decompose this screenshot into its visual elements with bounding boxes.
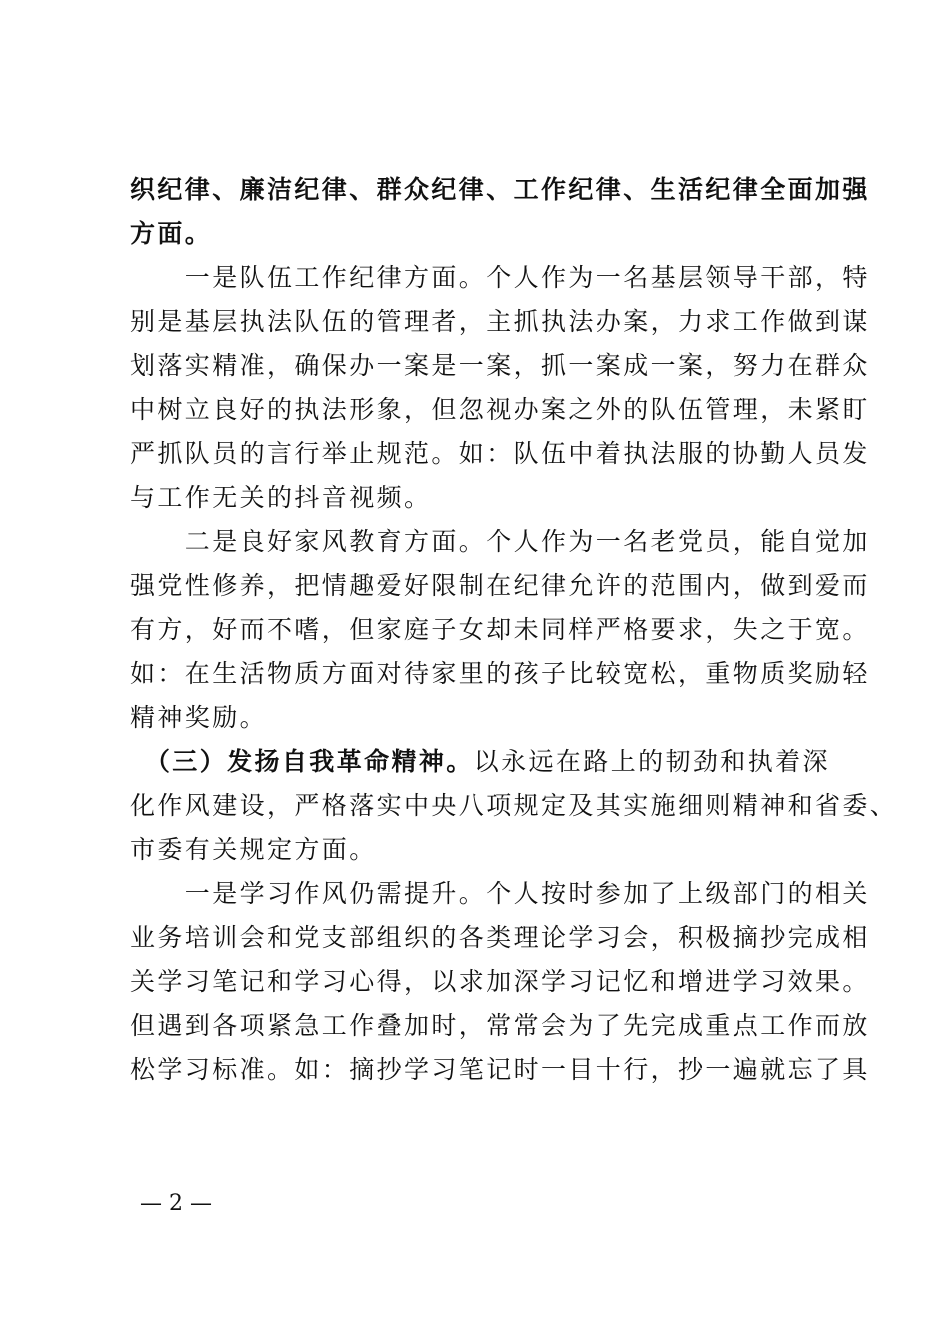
text-line: [130, 571, 870, 601]
text-segment: 别是基层执法队伍的管理者，主抓执法办案，力求工作做到谋: [130, 307, 870, 336]
bold-text-segment: 织纪律、廉洁纪律、群众纪律、工作纪律、生活纪律全面加强: [130, 175, 870, 204]
text-line: [130, 835, 820, 865]
text-segment: 关学习笔记和学习心得，以求加深学习记忆和增进学习效果。: [130, 967, 870, 996]
text-line: [130, 175, 870, 205]
text-line: [130, 1055, 870, 1085]
text-segment: 二是良好家风教育方面。个人作为一名老党员，能自觉加: [130, 527, 870, 556]
text-line: [130, 483, 820, 513]
text-line: [130, 219, 820, 249]
text-segment: 精神奖励。: [130, 703, 268, 732]
text-line: [130, 351, 870, 381]
text-segment: 划落实精准，确保办一案是一案，抓一案成一案，努力在群众: [130, 351, 870, 380]
text-segment: 松学习标准。如：摘抄学习笔记时一目十行，抄一遍就忘了具: [130, 1055, 870, 1084]
text-line: [130, 747, 830, 777]
text-line: [130, 439, 870, 469]
text-line: [130, 527, 870, 557]
text-segment: 中树立良好的执法形象，但忽视办案之外的队伍管理，未紧盯: [130, 395, 870, 424]
text-line: [130, 263, 870, 293]
text-line: [130, 703, 820, 733]
text-segment: 一是学习作风仍需提升。个人按时参加了上级部门的相关: [130, 879, 870, 908]
text-segment: 如：在生活物质方面对待家里的孩子比较宽松，重物质奖励轻: [130, 659, 870, 688]
text-segment: 以永远在路上的韧劲和执着深: [473, 747, 830, 776]
text-segment: 一是队伍工作纪律方面。个人作为一名基层领导干部，特: [130, 263, 870, 292]
text-line: [130, 1011, 870, 1041]
text-line: [130, 659, 870, 689]
text-line: [130, 615, 870, 645]
text-segment: 严抓队员的言行举止规范。如：队伍中着执法服的协勤人员发: [130, 439, 870, 468]
text-line: [130, 395, 870, 425]
bold-text-segment: 方面。: [130, 219, 213, 248]
text-line: [130, 923, 870, 953]
text-segment: 业务培训会和党支部组织的各类理论学习会，积极摘抄完成相: [130, 923, 870, 952]
text-segment: 化作风建设，严格落实中央八项规定及其实施细则精神和省委、: [130, 791, 898, 820]
text-line: [130, 879, 870, 909]
text-line: [130, 791, 898, 821]
text-segment: 有方，好而不嗜，但家庭子女却未同样严格要求，失之于宽。: [130, 615, 870, 644]
text-segment: 强党性修养，把情趣爱好限制在纪律允许的范围内，做到爱而: [130, 571, 870, 600]
page-number: — 2 —: [140, 1191, 212, 1216]
bold-text-segment: （三）发扬自我革命精神。: [130, 747, 474, 776]
text-segment: 与工作无关的抖音视频。: [130, 483, 432, 512]
text-line: [130, 967, 870, 997]
text-line: [130, 307, 870, 337]
text-segment: 但遇到各项紧急工作叠加时，常常会为了先完成重点工作而放: [130, 1011, 870, 1040]
text-segment: 市委有关规定方面。: [130, 835, 377, 864]
